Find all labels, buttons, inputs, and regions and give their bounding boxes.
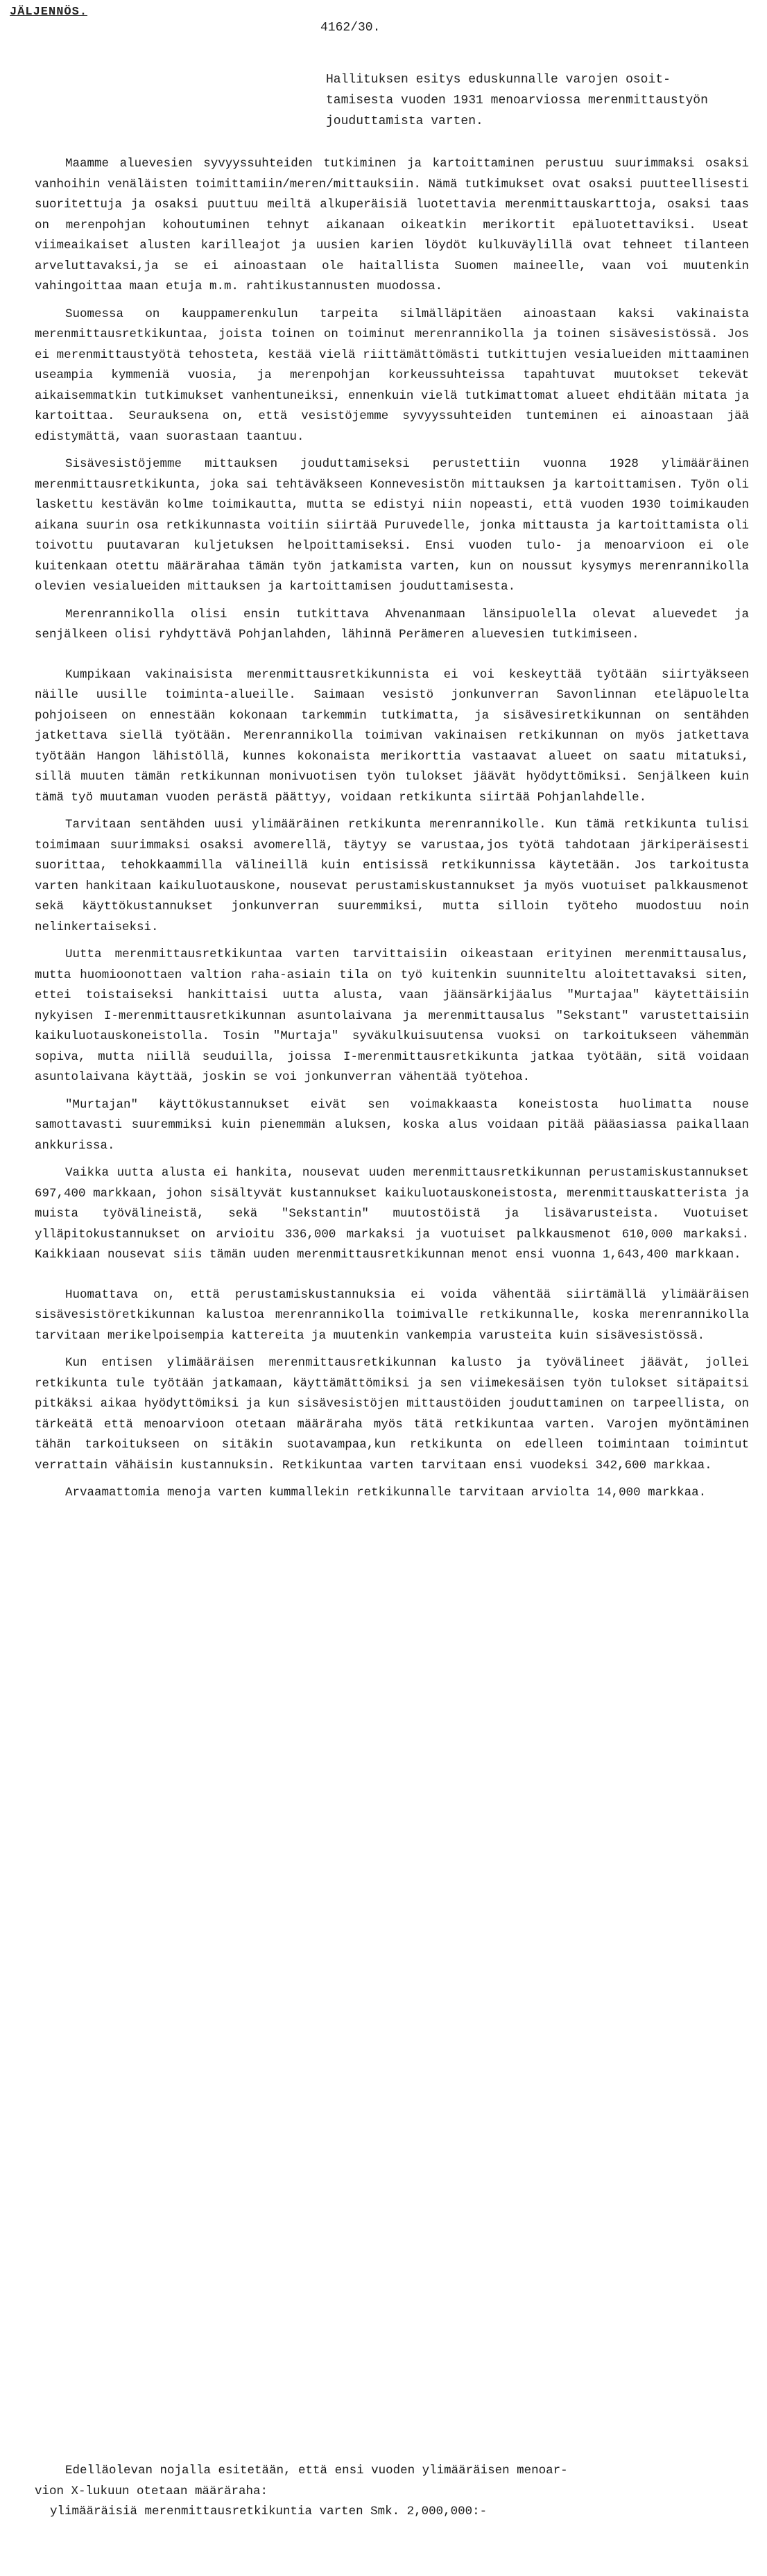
body-paragraph: Tarvitaan sentähden uusi ylimääräinen retkikunta merenrannikolle. Kun tämä retkikunta tulisi toimimaan suurimmaksi osaksi avomerellä, täytyy se varustaa,jos työtä tahdotaan järkiperäisesti suorittaa, tehokkaammilla välineillä kuin entisissä retkikunnissa käytetään. Jos tarkoitusta varten hankitaan kaikuluotauskone, nousevat perustamiskustannukset ja myös vuotuiset palkkausmenot sekä käyttökustannukset jonkunverran suuremmiksi, mutta silloin työteho muodostuu noin nelinkertaiseksi. (35, 818, 749, 934)
body-paragraph: Kumpikaan vakinaisista merenmittausretkikunnista ei voi keskeyttää työtään siirtyäkseen näille uusille toiminta-alueille. Saimaan vesistö jonkunverran Savonlinnan eteläpuolelta pohjoiseen on ennestään kokonaan tarkemmin tutkimatta, ja sisävesiretkikunnan on sentähden jatkettava siellä työtään. Merenrannikolla toimivan vakinaisen retkikunnan on myös jatkettava työtään Hangon lähistöllä, kunnes kokonaista merikorttia vastaavat alueet on saatu mitatuksi, sillä muuten tämän retkikunnan monivuotisen työn tulokset jäävät hyödyttömiksi. Senjälkeen kuin tämä työ muutaman vuoden perästä päättyy, voidaan retkikunta siirtää Pohjanlahdelle. (35, 667, 749, 805)
document-body (35, 154, 749, 1511)
body-paragraph: "Murtajan" käyttökustannukset eivät sen voimakkaasta koneistosta huolimatta nouse samottavasti suuremmiksi kuin pienemmän aluksen, koska alus voidaan pitää pääasiassa paikallaan ankkurissa. (35, 1097, 749, 1153)
title-line: jouduttamista varten. (326, 114, 483, 128)
body-paragraph: Maamme aluevesien syvyyssuhteiden tutkiminen ja kartoittaminen perustuu suurimmaksi osaksi vanhoihin venäläisten toimittamiin/meren/mittauksiin. Nämä tutkimukset ovat osaksi puutteellisesti suoritettuja ja osaksi puuttuu meiltä alkuperäisiä luotettavia merenmittauskarttoja, osaksi taas on merenpohjan kohoutuminen tehnyt aikanaan oikeatkin merikortit epäluotettaviksi. Useat viimeaikaiset alusten karilleajot ja uusien karien löydöt kulkuväylillä ovat tehneet tilanteen arveluttavaksi,ja se ei ainoastaan ole haitallista Suomen maineelle, vaan voi muutenkin vahingoittaa maan etuja m.m. rahtikustannusten muodossa. (35, 157, 749, 293)
body-paragraph: Uutta merenmittausretkikuntaa varten tarvittaisiin oikeastaan erityinen merenmittausalus, mutta huomioonottaen valtion raha-asiain tila on työ kuitenkin suunniteltu aloitettavaksi siten, ettei toistaiseksi hankittaisi uutta alusta, vaan jäänsärkijäalus "Murtajaa" käytettäisiin nykyisen I-merenmittausretkikunnan asuntolaivana ja merenmittausalus "Sekstant" varustettaisiin kaikuluotauskoneistolla. Tosin "Murtaja" syväkulkuisuutensa vuoksi on tarkoitukseen vähemmän sopiva, mutta niillä seuduilla, joissa I-merenmittausretkikunta jatkaa työtään, sitä voidaan asuntolaivana käyttää, joskin se voi jonkunverran vähentää työtehoa. (35, 947, 749, 1084)
title-line: tamisesta vuoden 1931 menoarviossa merenmittaustyön (326, 94, 708, 108)
document-title (326, 69, 742, 132)
body-paragraph: Suomessa on kauppamerenkulun tarpeita silmälläpitäen ainoastaan kaksi vakinaista merenmittausretkikuntaa, joista toinen on toiminut merenrannikolla ja toinen sisävesistössä. Jos ei merenmittaustyötä tehosteta, kestää vielä riittämättömästi tutkittujen vesialueiden mittaaminen useampia kymmeniä vuosia, ja merenpohjan korkeussuhteissa tapahtuvat muutokset tekevät aikaisemmatkin tutkimukset vanhentuneiksi, ennenkuin vielä tutkimattomat alueet ehditään mitata ja kartoittaa. Seurauksena on, että vesistöjemme syvyyssuhteiden tunteminen ei ainoastaan jää edistymättä, vaan suorastaan taantuu. (35, 307, 749, 444)
body-paragraph: Kun entisen ylimääräisen merenmittausretkikunnan kalusto ja työvälineet jäävät, jollei retkikunta tule työtään jatkamaan, käyttämättömiksi ja sen viimekesäisen työn tulokset sitäpaitsi pitkäksi aikaa hyödyttömiksi ja kun sisävesistöjen mittaustöiden jouduttaminen on tarpeellista, on tärkeätä että menoarvioon otetaan määräraha myös tätä retkikuntaa varten. Varojen myöntäminen tähän tarkoitukseen on sitäkin suotavampaa,kun retkikunta on edelleen toimintaan toimintut verrattain vähäisin kustannuksin. Retkikuntaa varten tarvitaan ensi vuodeksi 342,600 markkaa. (35, 1356, 749, 1472)
body-paragraph: Arvaamattomia menoja varten kummallekin retkikunnalle tarvitaan arviolta 14,000 markkaa. (65, 1486, 707, 1500)
closing-line: Edelläolevan nojalla esitetään, että ensi vuoden ylimääräisen menoar- (65, 2464, 568, 2478)
closing-line: vion X-lukuun otetaan määräraha: (35, 2484, 268, 2498)
title-line: Hallituksen esitys eduskunnalle varojen osoit- (326, 73, 671, 87)
body-paragraph: Huomattava on, että perustamiskustannuksia ei voida vähentää siirtämällä ylimääräisen sisävesistöretkikunnan kalustoa merenrannikolla toimivalle retkikunnalle, koska merenrannikolla tarvitaan merikelpoisempia kattereita ja muutenkin vankempia varusteita kuin sisävesistössä. (35, 1287, 749, 1343)
closing-proposal (35, 2461, 749, 2523)
document-number: 4162/30. (320, 21, 381, 35)
appropriation-amount: ylimääräisiä merenmittausretkikuntia varten Smk. 2,000,000:- (50, 2505, 488, 2518)
body-paragraph: Merenrannikolla olisi ensin tutkittava Ahvenanmaan länsipuolella olevat aluevedet ja senjälkeen olisi ryhdyttävä Pohjanlahden, lähinnä Perämeren aluevesien tutkimiseen. (35, 607, 749, 642)
body-paragraph: Vaikka uutta alusta ei hankita, nousevat uuden merenmittausretkikunnan perustamiskustannukset 697,400 markkaan, johon sisältyvät kustannukset kaikuluotauskoneistosta, merenmittauskatterista ja muista työvälineistä, sekä "Sekstantin" muutostöistä ja lisävarusteista. Vuotuiset ylläpitokustannukset on arvioitu 336,000 markaksi ja vuotuiset palkkausmenot 610,000 markaksi. Kaikkiaan nousevat siis tämän uuden merenmittausretkikunnan menot ensi vuonna 1,643,400 markkaan. (35, 1166, 749, 1262)
copy-stamp: JÄLJENNÖS. (10, 6, 88, 19)
body-paragraph: Sisävesistöjemme mittauksen jouduttamiseksi perustettiin vuonna 1928 ylimääräinen merenmittausretkikunta, joka sai tehtäväkseen Konnevesistön mittauksen ja kartoittamisen. Työn oli laskettu kestävän kolme toimikautta, mutta se edistyi niin nopeasti, että vuoden 1930 toimikauden aikana suurin osa retkikunnasta voitiin siirtää Puruvedelle, jonka mittausta ja kartoittamista oli toivottu puutavaran kuljetuksen helpoittamiseksi. Ensi vuoden tulo- ja menoarvioon ei ole kuitenkaan otettu määrärahaa tämän työn jatkamista varten, kun on noussut kysymys merenrannikolla olevien vesialueiden mittauksen ja kartoittamisen jouduttamisesta. (35, 457, 749, 594)
